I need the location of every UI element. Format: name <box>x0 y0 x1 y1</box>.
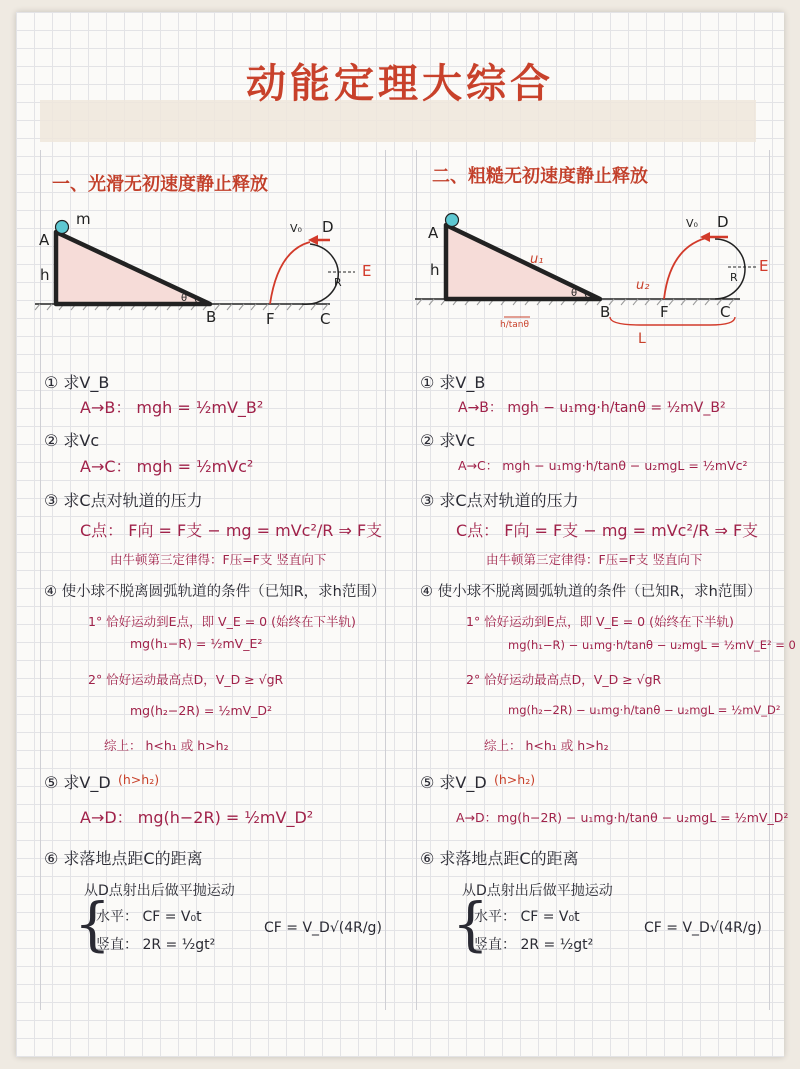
right-trajectory <box>664 237 710 299</box>
label-C: C <box>320 310 331 328</box>
label-R: R <box>334 276 342 289</box>
label-L: L <box>638 331 646 347</box>
label-A: A <box>428 224 439 242</box>
label-F: F <box>660 303 669 321</box>
right-eq2: A→C： mgh − u₁mg·h/tanθ − u₂mgL = ½mVc² <box>458 458 748 473</box>
right-eq5: A→D：mg(h−2R) − u₁mg·h/tanθ − u₂mgL = ½mV_D² <box>456 810 789 825</box>
right-step5: ⑤ 求V_D <box>420 773 487 792</box>
right-section-heading: 二、粗糙无初速度静止释放 <box>432 166 648 187</box>
left-eq4b: mg(h₁−R) = ½mV_E² <box>130 636 263 651</box>
label-B: B <box>600 303 611 321</box>
left-eq4a: 1° 恰好运动到E点，即 V_E = 0 (始终在下半轨) <box>88 614 356 629</box>
label-C: C <box>720 303 731 321</box>
left-trajectory <box>270 242 310 304</box>
label-base: h/tanθ <box>500 320 529 330</box>
right-step2: ② 求Vc <box>420 431 476 450</box>
right-eq3: C点： F向 = F支 − mg = mVc²/R ⇒ F支 <box>456 521 759 540</box>
left-eq6c: 竖直： 2R = ½gt² <box>96 937 216 953</box>
left-eq3: C点： F向 = F支 − mg = mVc²/R ⇒ F支 <box>80 521 383 540</box>
left-step5-cond: (h>h₂) <box>118 772 160 787</box>
right-brace: { <box>452 890 489 958</box>
left-ball <box>56 221 69 234</box>
right-eq6c: 竖直： 2R = ½gt² <box>474 937 594 953</box>
right-eq4c: 2° 恰好运动最高点D，V_D ≥ √gR <box>466 672 662 687</box>
right-diagram <box>410 205 790 355</box>
left-eq3-note: 由牛顿第三定律得：F压=F支 竖直向下 <box>110 552 327 567</box>
left-eq6d: CF = V_D√(4R/g) <box>264 920 382 936</box>
left-eq4e: 综上： h<h₁ 或 h>h₂ <box>104 738 229 753</box>
left-track-arc <box>302 244 338 304</box>
left-eq6a: 从D点射出后做平抛运动 <box>84 883 235 899</box>
label-D: D <box>717 213 729 231</box>
label-m: m <box>76 210 91 228</box>
label-vD: V₀ <box>686 217 698 230</box>
label-F: F <box>266 310 275 328</box>
right-eq4e: 综上： h<h₁ 或 h>h₂ <box>484 738 609 753</box>
label-R: R <box>730 271 738 284</box>
left-eq2: A→C： mgh = ½mVc² <box>80 457 254 476</box>
label-u2: u₂ <box>636 278 650 293</box>
left-step1: ① 求V_B <box>44 373 110 392</box>
left-eq5: A→D： mg(h−2R) = ½mV_D² <box>80 808 314 827</box>
left-step6: ⑥ 求落地点距C的距离 <box>44 849 203 868</box>
left-eq6b: 水平： CF = V₀t <box>96 909 202 925</box>
left-brace: { <box>74 890 111 958</box>
label-B: B <box>206 308 217 326</box>
right-step3: ③ 求C点对轨道的压力 <box>420 491 579 510</box>
right-eq6b: 水平： CF = V₀t <box>474 909 580 925</box>
label-h: h <box>430 261 440 279</box>
right-step6: ⑥ 求落地点距C的距离 <box>420 849 579 868</box>
right-eq4b: mg(h₁−R) − u₁mg·h/tanθ − u₂mgL = ½mV_E² = 0 <box>508 638 796 652</box>
left-section-heading: 一、光滑无初速度静止释放 <box>52 174 268 195</box>
label-E: E <box>362 262 372 280</box>
left-eq4d: mg(h₂−2R) = ½mV_D² <box>130 703 273 718</box>
label-h: h <box>40 266 50 284</box>
left-step4: ④ 使小球不脱离圆弧轨道的条件（已知R，求h范围） <box>44 584 386 600</box>
label-vD: V₀ <box>290 222 302 235</box>
left-eq4c: 2° 恰好运动最高点D，V_D ≥ √gR <box>88 672 284 687</box>
right-eq6d: CF = V_D√(4R/g) <box>644 920 762 936</box>
right-eq1: A→B： mgh − u₁mg·h/tanθ = ½mV_B² <box>458 400 726 416</box>
left-eq1: A→B： mgh = ½mV_B² <box>80 398 264 417</box>
label-theta: θ <box>571 288 578 299</box>
label-theta: θ <box>181 293 188 304</box>
L-bracket <box>610 317 735 325</box>
left-step2: ② 求Vc <box>44 431 100 450</box>
right-eq4d: mg(h₂−2R) − u₁mg·h/tanθ − u₂mgL = ½mV_D² <box>508 703 781 717</box>
left-step5: ⑤ 求V_D <box>44 773 111 792</box>
right-step1: ① 求V_B <box>420 373 486 392</box>
label-E: E <box>759 257 769 275</box>
page-title: 动能定理大综合 <box>246 61 554 107</box>
right-eq3-note: 由牛顿第三定律得：F压=F支 竖直向下 <box>486 552 703 567</box>
left-diagram <box>30 210 380 335</box>
right-step5-cond: (h>h₂) <box>494 772 536 787</box>
label-A: A <box>39 231 50 249</box>
right-step4: ④ 使小球不脱离圆弧轨道的条件（已知R，求h范围） <box>420 584 762 600</box>
right-eq4a: 1° 恰好运动到E点，即 V_E = 0 (始终在下半轨) <box>466 614 734 629</box>
label-u1: u₁ <box>530 252 544 267</box>
left-step3: ③ 求C点对轨道的压力 <box>44 491 203 510</box>
label-D: D <box>322 218 334 236</box>
right-track-arc <box>715 239 745 299</box>
right-eq6a: 从D点射出后做平抛运动 <box>462 883 613 899</box>
right-ball <box>446 214 459 227</box>
